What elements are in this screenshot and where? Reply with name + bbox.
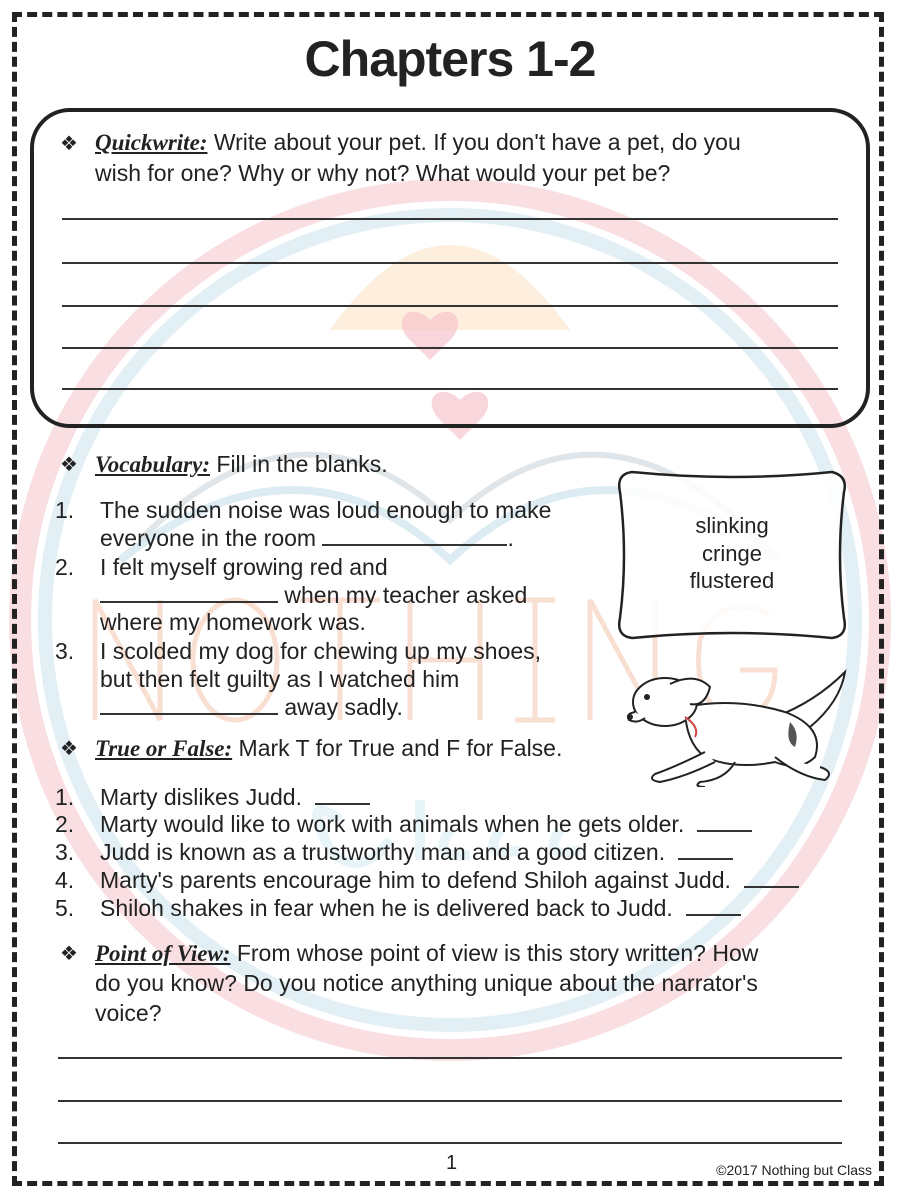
tf-item-text	[100, 810, 752, 838]
prompt-text: Write about your pet. If you don't have a pet, do you	[213, 129, 741, 155]
tf-text: Judd is known as a trustworthy man and a good citizen.	[100, 839, 666, 865]
pov-label: Point of View:	[95, 941, 231, 966]
vocab-item-1-line-2	[100, 524, 514, 552]
tf-text: Shiloh shakes in fear when he is delivered back to Judd.	[100, 895, 673, 921]
vocab-item-1-line-1: The sudden noise was loud enough to make	[100, 497, 552, 523]
page-title: Chapters 1-2	[304, 31, 596, 87]
text: From whose point of view is this story written? How	[236, 940, 759, 966]
word-bank-word: flustered	[689, 568, 775, 593]
text: everyone in the room	[100, 525, 317, 551]
tf-number: 5.	[55, 895, 75, 921]
tf-text: Marty dislikes Judd.	[100, 784, 302, 810]
diamond-bullet-icon: ❖	[60, 133, 78, 155]
page-number: 1	[446, 1152, 458, 1174]
vocab-item-3-line-3	[100, 693, 403, 721]
tf-item	[55, 783, 74, 811]
tf-answer-blank[interactable]	[678, 838, 733, 860]
word-bank-word: slinking	[695, 513, 769, 538]
tf-answer-blank[interactable]	[697, 810, 752, 832]
tf-item-text	[100, 783, 370, 811]
quickwrite-answer-line[interactable]	[62, 388, 838, 390]
tf-text: Marty's parents encourage him to defend Shiloh against Judd.	[100, 867, 731, 893]
quickwrite-label: Quickwrite:	[95, 130, 208, 155]
pov-answer-line[interactable]	[58, 1057, 842, 1059]
tf-answer-blank[interactable]	[744, 866, 799, 888]
text: when my teacher asked	[284, 582, 528, 608]
text: .	[507, 525, 514, 551]
vocab-blank-1[interactable]	[322, 524, 507, 546]
pov-prompt-line-3: voice?	[95, 1000, 162, 1026]
vocabulary-label: Vocabulary:	[95, 452, 210, 477]
quickwrite-prompt-line-2: wish for one? Why or why not? What would your pet be?	[95, 160, 671, 186]
quickwrite-answer-line[interactable]	[62, 305, 838, 307]
tf-answer-blank[interactable]	[315, 783, 370, 805]
diamond-bullet-icon: ❖	[60, 738, 78, 760]
tf-item	[55, 866, 74, 894]
tf-answer-blank[interactable]	[686, 894, 741, 916]
true-false-instruction: Mark T for True and F for False.	[238, 735, 563, 761]
vocab-number: 3.	[55, 638, 75, 664]
tf-item-text	[100, 866, 799, 894]
vocabulary-instruction: Fill in the blanks.	[216, 451, 388, 477]
quickwrite-answer-line[interactable]	[62, 262, 838, 264]
pov-answer-line[interactable]	[58, 1142, 842, 1144]
diamond-bullet-icon: ❖	[60, 943, 78, 965]
true-false-label: True or False:	[95, 736, 233, 761]
quickwrite-answer-line[interactable]	[62, 218, 838, 220]
running-dog-illustration	[625, 662, 855, 787]
diamond-bullet-icon: ❖	[60, 454, 78, 476]
vocab-item-2-line-1: I felt myself growing red and	[100, 554, 388, 580]
tf-number: 2.	[55, 811, 75, 837]
pov-prompt-line-1	[95, 939, 758, 968]
word-bank-word: cringe	[702, 541, 762, 566]
tf-text: Marty would like to work with animals when he gets older.	[100, 811, 685, 837]
tf-number: 3.	[55, 839, 75, 865]
vocab-item-2-line-2	[100, 581, 527, 609]
quickwrite-prompt-line-1	[95, 128, 741, 157]
true-false-heading	[95, 734, 562, 763]
vocabulary-heading	[95, 450, 388, 479]
vocab-number: 2.	[55, 554, 75, 580]
quickwrite-answer-line[interactable]	[62, 347, 838, 349]
text: away sadly.	[284, 694, 403, 720]
vocab-blank-3[interactable]	[100, 693, 278, 715]
vocab-item-3-line-1: I scolded my dog for chewing up my shoes,	[100, 638, 542, 664]
tf-item-text	[100, 894, 741, 922]
tf-item	[55, 810, 74, 838]
copyright: ©2017 Nothing but Class	[716, 1162, 872, 1178]
tf-number: 1.	[55, 784, 75, 810]
vocab-item-2-line-3: where my homework was.	[100, 609, 366, 635]
tf-item	[55, 894, 74, 922]
vocab-blank-2[interactable]	[100, 581, 278, 603]
vocab-item-3-line-2: but then felt guilty as I watched him	[100, 666, 460, 692]
pov-prompt-line-2: do you know? Do you notice anything unique about the narrator's	[95, 970, 758, 996]
tf-number: 4.	[55, 867, 75, 893]
pov-answer-line[interactable]	[58, 1100, 842, 1102]
tf-item	[55, 838, 74, 866]
tf-item-text	[100, 838, 733, 866]
vocab-number: 1.	[55, 497, 75, 523]
